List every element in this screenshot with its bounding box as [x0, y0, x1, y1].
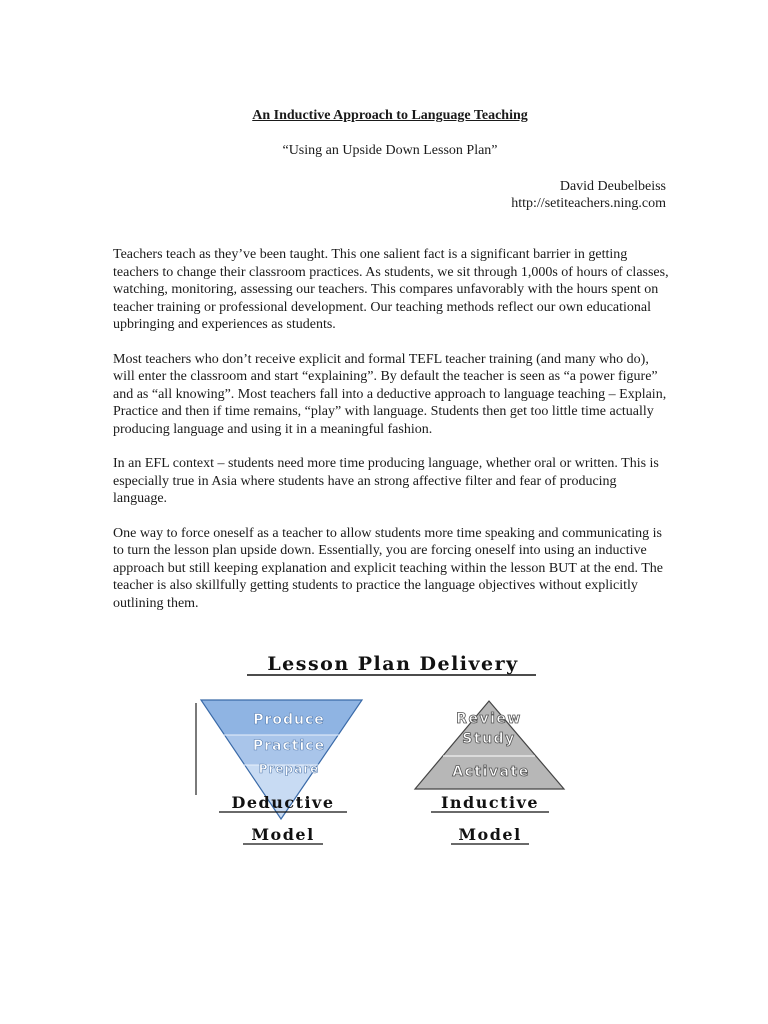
document-subtitle: “Using an Upside Down Lesson Plan” [282, 143, 498, 158]
author-name: David Deubelbeiss [559, 179, 666, 194]
body-text [113, 246, 673, 629]
inductive-label: Inductive [440, 793, 540, 812]
author-url: http://setiteachers.ning.com [511, 196, 666, 211]
paragraph: Teachers teach as they’ve been taught. This one salient fact is a significant barrier in getting teachers to change their classroom practices. As students, we sit through 1,000s of hours of classes, watching, monitoring, assessing our teachers. This compares unfavorably with the hours spent on teacher training or professional development. Our teaching methods reflect our own educational upbringing and experiences as students. [113, 247, 669, 332]
deductive-label: Deductive [231, 793, 335, 812]
figure-heading: Lesson Plan Delivery [267, 653, 519, 675]
inductive-model-label: Model [458, 825, 522, 844]
stage-activate: Activate [452, 764, 530, 780]
paragraph: One way to force oneself as a teacher to allow students more time speaking and communicating is to turn the lesson plan upside down. Essentially, you are forcing oneself into using an inductive approach but still keeping explanation and explicit teaching within the lesson BUT at the end. The teacher is also skillfully getting students to practice the language objectives without explicitly outlining them. [113, 525, 664, 611]
paragraph: Most teachers who don’t receive explicit and formal TEFL teacher training (and many who do), will enter the classroom and start “explaining”. By default the teacher is seen as “a power figure” and as “all knowing”. Most teachers fall into a deductive approach to language teaching – Explain, Practice and then if time remains, “play” with language. Students then get too little time actually producing language and using it in a meaningful fashion. [113, 351, 667, 437]
stage-produce: Produce [253, 712, 325, 728]
deductive-model-label: Model [251, 825, 315, 844]
stage-review: Review [456, 711, 522, 727]
author-block [511, 178, 666, 212]
lesson-plan-figure [181, 645, 601, 855]
paragraph: In an EFL context – students need more time producing language, whether oral or written. This is especially true in Asia where students have an strong affective filter and fear of producing language. [113, 456, 659, 506]
stage-prepare: Prepare [258, 762, 320, 776]
stage-practice: Practice [252, 738, 326, 754]
stage-study: Study [462, 731, 516, 747]
lesson-plan-diagram [181, 645, 601, 855]
document-title: An Inductive Approach to Language Teaching [252, 108, 528, 123]
